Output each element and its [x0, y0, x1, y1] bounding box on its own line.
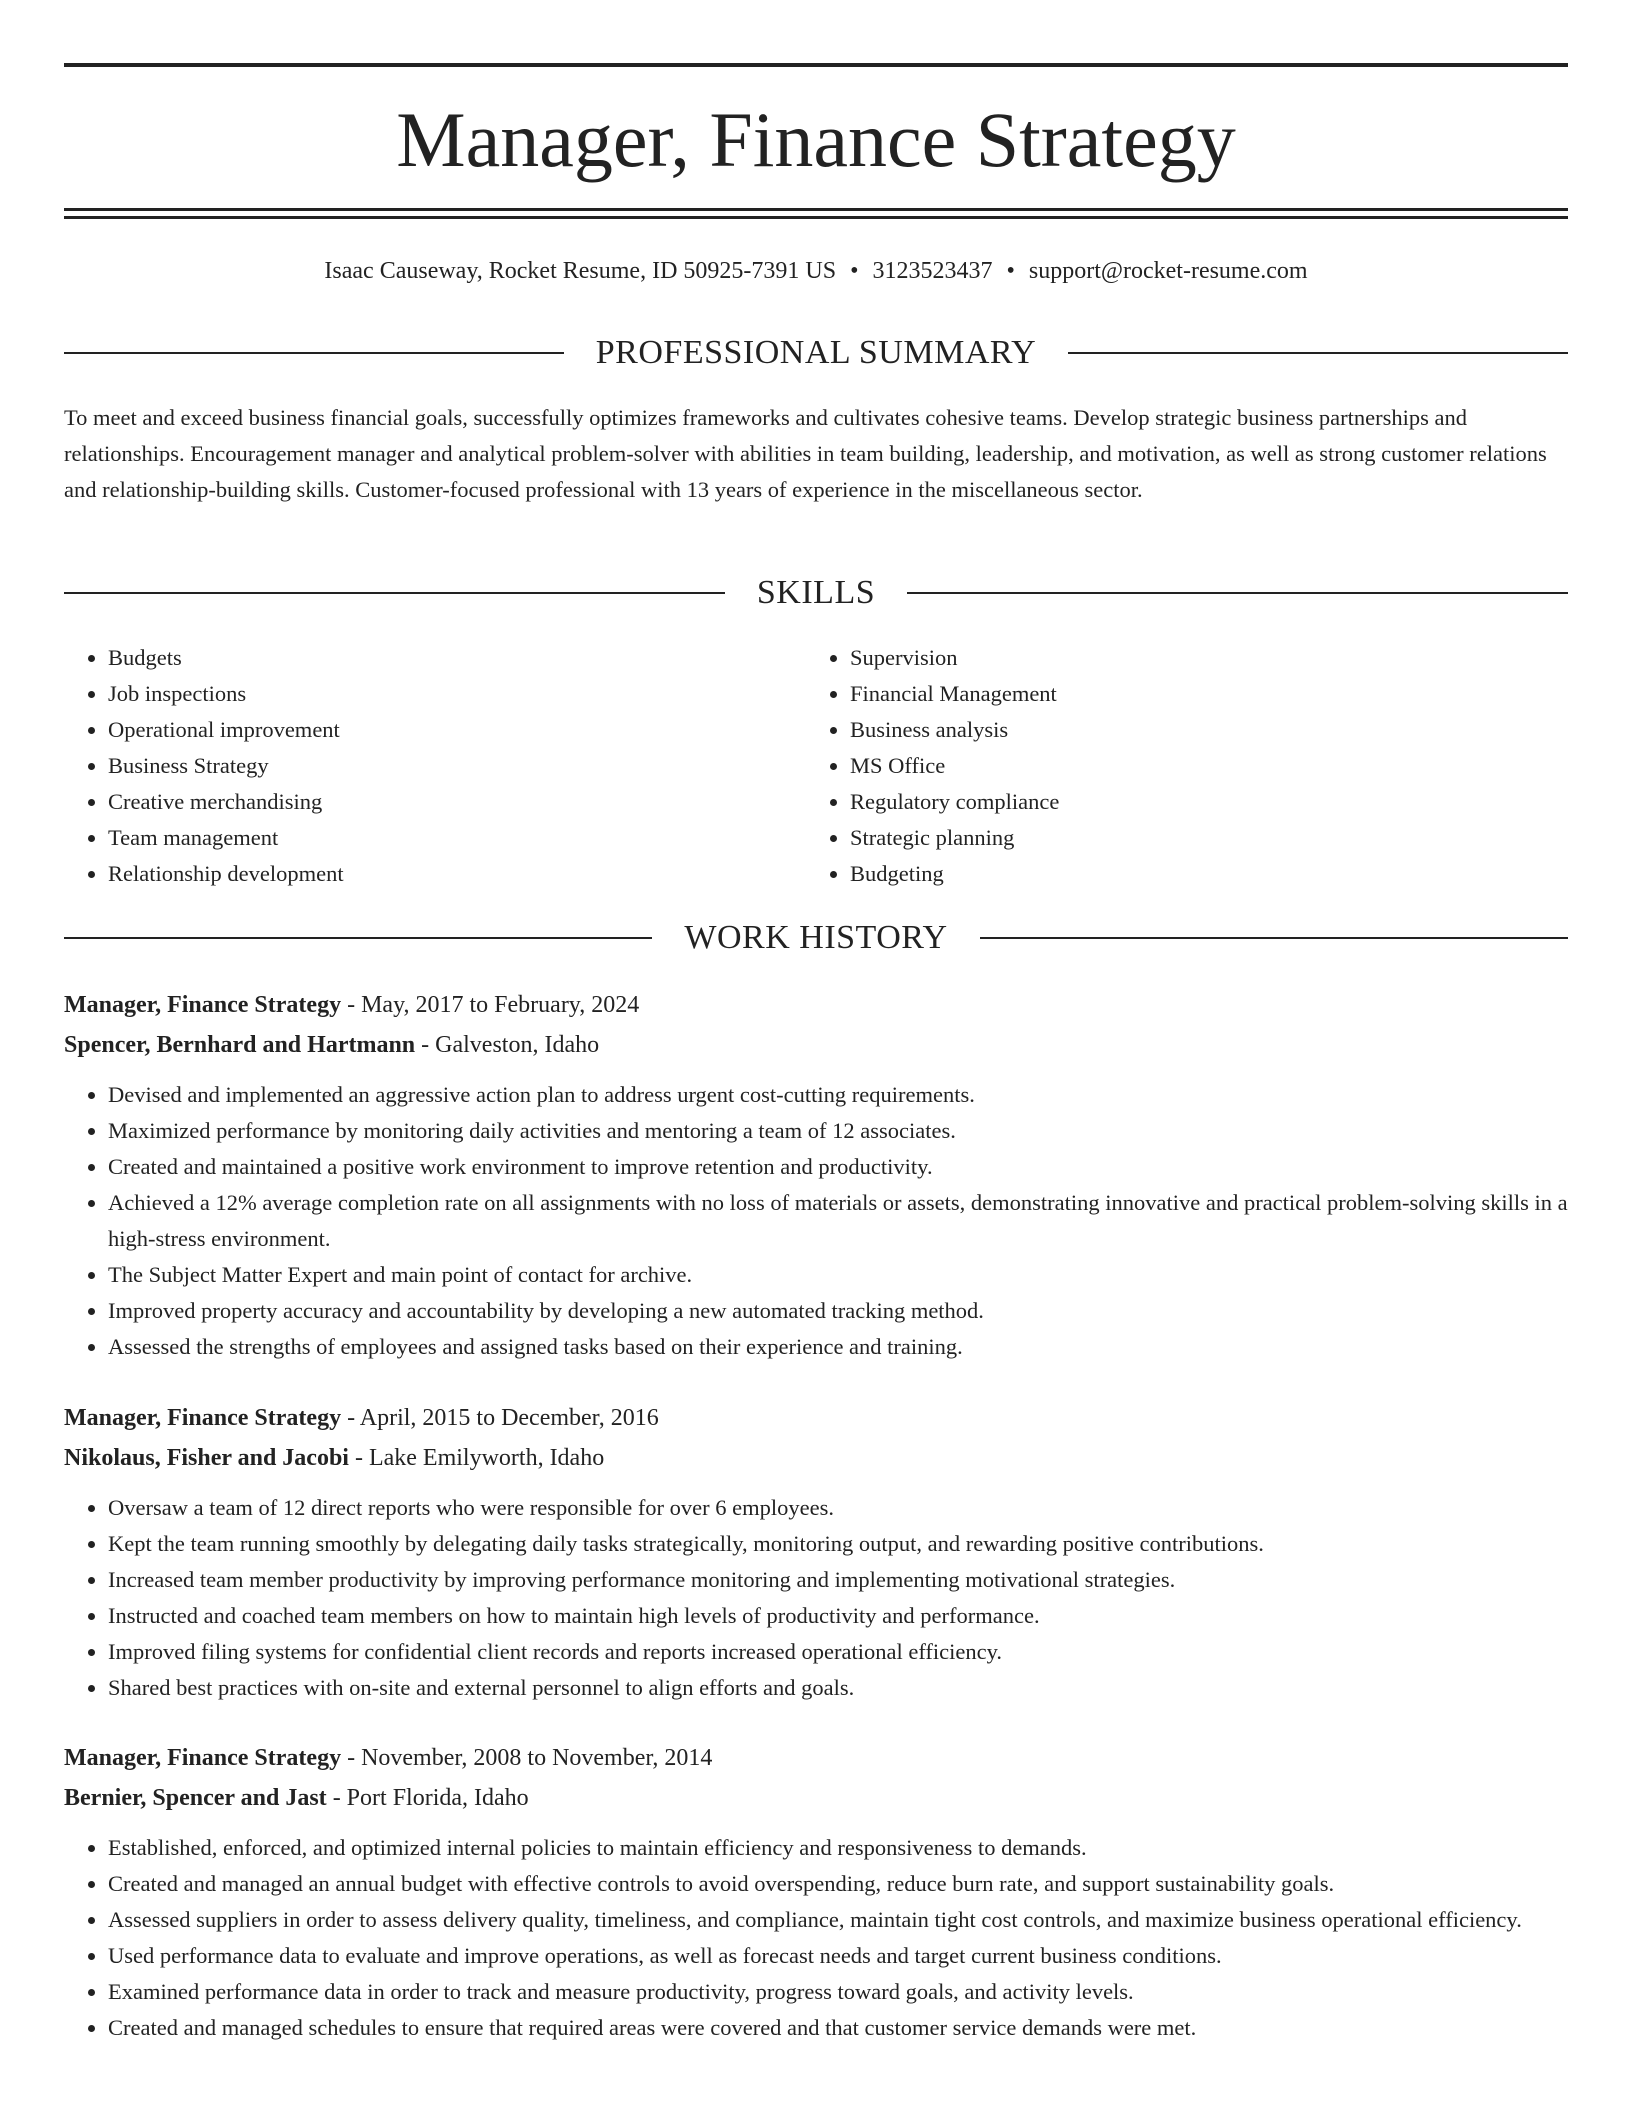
job-bullet: • Maximized performance by monitoring daily activities and mentoring a team of 12 associates.	[108, 1113, 1568, 1149]
job-company: Nikolaus, Fisher and Jacobi	[64, 1445, 349, 1471]
heading-rule-right	[980, 937, 1568, 939]
work-heading	[64, 916, 1568, 960]
skills-heading	[64, 571, 1568, 615]
title-bottom-rule-second	[64, 216, 1568, 219]
skill-item: • Business Strategy	[108, 748, 806, 784]
job-bullet: • Instructed and coached team members on how to maintain high levels of productivity and performance.	[108, 1598, 1568, 1634]
summary-heading-text: PROFESSIONAL SUMMARY	[595, 334, 1037, 371]
skill-item: • Relationship development	[108, 856, 806, 892]
job-bullet: • Devised and implemented an aggressive action plan to address urgent cost-cutting requirements.	[108, 1077, 1568, 1113]
job-bullet: • Improved filing systems for confidential client records and reports increased operational efficiency.	[108, 1634, 1568, 1670]
job-title: Manager, Finance Strategy	[64, 992, 342, 1018]
job-title: Manager, Finance Strategy	[64, 1745, 342, 1771]
skill-item: • Job inspections	[108, 676, 806, 712]
skills-heading-text: SKILLS	[756, 574, 876, 611]
contact-address: Isaac Causeway, Rocket Resume, ID 50925-7391 US	[324, 258, 837, 284]
skill-item: • Regulatory compliance	[850, 784, 1548, 820]
skill-item: • Team management	[108, 820, 806, 856]
bullet-separator: •	[1006, 258, 1015, 284]
title-bottom-rule	[64, 208, 1568, 211]
skills-column-left	[64, 640, 806, 892]
job-bullet: • Improved property accuracy and accountability by developing a new automated tracking method.	[108, 1293, 1568, 1329]
job-title: Manager, Finance Strategy	[64, 1405, 342, 1431]
job-title-line	[64, 1398, 1568, 1438]
skill-item: • Budgeting	[850, 856, 1548, 892]
skills-list	[64, 640, 1568, 892]
job-bullet: • Examined performance data in order to track and measure productivity, progress toward goals, and activity levels.	[108, 1974, 1568, 2010]
job-bullet: • Oversaw a team of 12 direct reports who were responsible for over 6 employees.	[108, 1490, 1568, 1526]
job-location: - Galveston, Idaho	[421, 1032, 600, 1058]
skill-item: • MS Office	[850, 748, 1548, 784]
job-entry	[64, 1398, 1568, 1706]
heading-rule-right	[907, 592, 1568, 594]
skill-item: • Creative merchandising	[108, 784, 806, 820]
job-entry	[64, 985, 1568, 1365]
job-bullet: • Created and maintained a positive work environment to improve retention and productivity.	[108, 1149, 1568, 1185]
job-bullets	[64, 1490, 1568, 1706]
job-bullet: • Created and managed schedules to ensure that required areas were covered and that customer service demands were met.	[108, 2010, 1568, 2046]
job-company: Spencer, Bernhard and Hartmann	[64, 1032, 416, 1058]
summary-text: To meet and exceed business financial goals, successfully optimizes frameworks and cultivates cohesive teams. Develop strategic business partnerships and relationships. Encouragement manager and analytical problem-solver with abilities in team building, leadership, and motivation, as well as strong customer relations and relationship-building skills. Customer-focused professional with 13 years of experience in the miscellaneous sector.	[64, 405, 1547, 502]
heading-rule-right	[1068, 352, 1568, 354]
skill-item: • Business analysis	[850, 712, 1548, 748]
job-bullet: • Created and managed an annual budget with effective controls to avoid overspending, reduce burn rate, and support sustainability goals.	[108, 1866, 1568, 1902]
summary-heading	[64, 331, 1568, 375]
job-bullet: • Achieved a 12% average completion rate on all assignments with no loss of materials or assets, demonstrating innovative and practical problem-solving skills in a high-stress environment.	[108, 1185, 1568, 1257]
top-rule	[64, 63, 1568, 67]
contact-phone: 3123523437	[872, 258, 993, 284]
job-bullets	[64, 1830, 1568, 2046]
job-title-line	[64, 985, 1568, 1025]
job-entry	[64, 1738, 1568, 2046]
job-bullet: • Used performance data to evaluate and improve operations, as well as forecast needs and target current business conditions.	[108, 1938, 1568, 1974]
resume-title: Manager, Finance Strategy	[396, 96, 1236, 183]
job-location: - Lake Emilyworth, Idaho	[354, 1445, 605, 1471]
job-dates: - April, 2015 to December, 2016	[347, 1405, 659, 1431]
job-bullet: • Established, enforced, and optimized internal policies to maintain efficiency and responsiveness to demands.	[108, 1830, 1568, 1866]
skill-item: • Budgets	[108, 640, 806, 676]
heading-rule-left	[64, 592, 725, 594]
heading-rule-left	[64, 937, 652, 939]
contact-line	[64, 254, 1568, 288]
job-company-line	[64, 1025, 1568, 1065]
contact-email: support@rocket-resume.com	[1028, 258, 1308, 284]
job-dates: - November, 2008 to November, 2014	[347, 1745, 713, 1771]
job-bullet: • Assessed suppliers in order to assess delivery quality, timeliness, and compliance, maintain tight cost controls, and maximize business operational efficiency.	[108, 1902, 1568, 1938]
job-company-line	[64, 1438, 1568, 1478]
job-dates: - May, 2017 to February, 2024	[347, 992, 640, 1018]
job-bullets	[64, 1077, 1568, 1365]
job-title-line	[64, 1738, 1568, 1778]
job-company: Bernier, Spencer and Jast	[64, 1785, 327, 1811]
job-bullet: • Increased team member productivity by improving performance monitoring and implementing motivational strategies.	[108, 1562, 1568, 1598]
skill-item: • Supervision	[850, 640, 1548, 676]
job-location: - Port Florida, Idaho	[332, 1785, 529, 1811]
skill-item: • Operational improvement	[108, 712, 806, 748]
job-bullet: • Kept the team running smoothly by delegating daily tasks strategically, monitoring output, and rewarding positive contributions.	[108, 1526, 1568, 1562]
bullet-separator: •	[850, 258, 859, 284]
job-bullet: • Assessed the strengths of employees and assigned tasks based on their experience and training.	[108, 1329, 1568, 1365]
work-heading-text: WORK HISTORY	[684, 919, 948, 956]
skills-column-right	[806, 640, 1548, 892]
job-company-line	[64, 1778, 1568, 1818]
job-bullet: • Shared best practices with on-site and external personnel to align efforts and goals.	[108, 1670, 1568, 1706]
skill-item: • Financial Management	[850, 676, 1548, 712]
job-bullet: • The Subject Matter Expert and main point of contact for archive.	[108, 1257, 1568, 1293]
skill-item: • Strategic planning	[850, 820, 1548, 856]
heading-rule-left	[64, 352, 564, 354]
